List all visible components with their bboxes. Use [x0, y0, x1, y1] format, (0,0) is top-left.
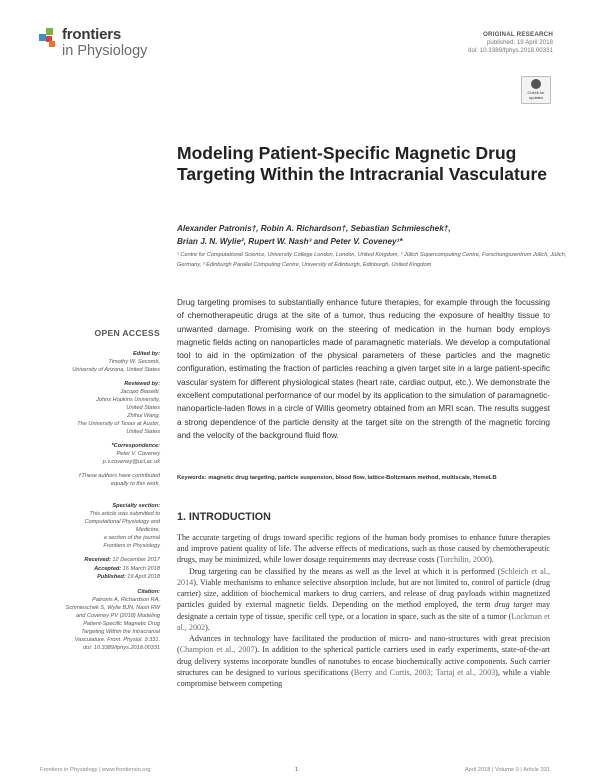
keywords-label: Keywords:: [177, 475, 207, 481]
article-sidebar: [40, 350, 160, 658]
reviewer-name: Jacopo Biasetti,: [120, 389, 160, 395]
logo-journal: in Physiology: [62, 43, 148, 59]
text-run: ).: [205, 622, 210, 632]
equal-note-line: †These authors have contributed: [78, 473, 160, 479]
published-value: 19 April 2018: [127, 574, 160, 581]
doi-link[interactable]: doi: 10.3389/fphys.2018.00331: [468, 47, 553, 54]
published-date: published: 19 April 2018: [486, 39, 553, 46]
reviewer-affil: United States: [126, 405, 160, 411]
corr-name: Peter V. Coveney: [116, 451, 160, 457]
reviewer-affil: The University of Texas at Austin,: [77, 421, 160, 427]
authors-line: Brian J. N. Wylie², Rupert W. Nash³ and Peter V. Coveney¹*: [177, 237, 403, 246]
section-heading: 1. INTRODUCTION: [177, 511, 271, 523]
citation-line: Vasculature. Front. Physiol. 9:331.: [74, 636, 160, 643]
edited-by: [40, 350, 160, 374]
correspondence-label: *Correspondence:: [111, 443, 160, 449]
reviewed-by-label: Reviewed by:: [124, 381, 160, 387]
keywords: [177, 474, 550, 484]
citation-line: Patronis A, Richardson RA,: [92, 596, 160, 603]
editor-affil: University of Arizona, United States: [72, 367, 160, 373]
page-number: 1: [295, 767, 299, 773]
journal-logo: [38, 26, 168, 70]
affiliations: ¹ Centre for Computational Science, University College London, London, United Kingdom, ² Jülich Supercomputing Centre, Forschungszentrum Jülich, Jülich, Germany, ³ Edinburgh Parallel Computing Centre, University of Edinburgh, Edinburgh, United Kingdom: [177, 252, 567, 268]
paragraph: [177, 566, 550, 633]
citation-line: Schmieschek S, Wylie BJN, Nash RW: [65, 604, 160, 611]
published-date-sidebar: [40, 573, 160, 582]
reviewed-by: [40, 380, 160, 436]
specialty-line: Medicine,: [136, 527, 160, 533]
citation-link[interactable]: Berry and Curtis, 2003; Tartaj et al., 2003: [353, 667, 496, 677]
citation-line: and Coveney PV (2018) Modeling: [76, 612, 160, 619]
citation-line: Patient-Specific Magnetic Drug: [83, 620, 160, 627]
text-run: ). Viable mechanisms to enhance selective absorption include, but are not limited to, control of particle (drug carrier) size, addition of biochemical markers to drug carriers, and release of drug payloads within magnetized particles guided by external magnetic fields. Depending on the method employed, the term: [177, 578, 550, 610]
author-list: [177, 222, 567, 248]
text-run: ).: [489, 555, 494, 565]
article-type: ORIGINAL RESEARCH: [483, 31, 553, 38]
received-value: 12 December 2017: [112, 557, 160, 563]
received-date: [40, 556, 160, 565]
specialty-line: Computational Physiology and: [84, 519, 160, 525]
check-updates-icon: [531, 79, 541, 89]
reviewer-affil: United States: [126, 429, 160, 435]
text-run: The accurate targeting of drugs toward specific regions of the human body promises to enhance future therapies and improve patient quality of life. The adverse effects of medications, such as those caused by chemotherapeutic drugs, may be minimized, while lower dosage requirements may decrease costs (: [177, 533, 550, 565]
citation: [40, 588, 160, 652]
body-text: [177, 532, 550, 689]
reviewer-name: Zhihui Wang,: [127, 413, 160, 419]
paragraph: [177, 532, 550, 566]
accepted-date: [40, 565, 160, 574]
specialty-line: Frontiers in Physiology: [103, 543, 160, 549]
article-dates: [40, 556, 160, 582]
abstract: Drug targeting promises to substantially enhance future therapies, for example through the focussing of chemotherapeutic drugs at the site of a tumor, thus reducing the exposure of healthy tissue to unwanted damage. Promising work on the steering of medication in the human body employs magnetic fields acting on nanoparticles made of paramagnetic materials. We develop a computational tool to aid in the optimization of the physical parameters of these particles and the magnetic configuration, estimating the fraction of particles reaching a given target site in a large patient-specific vascular system for different physiological states (heart rate, cardiac output, etc.). We demonstrate the excellent computational performance of our model by its application to the simulation of paramagnetic-nanoparticle-laden flows in a circle of Willis geometry obtained from an MRI scan. The results suggest a strong dependence of the particle density at the target site on the strength of the magnetic forcing and the velocity of the background fluid flow.: [177, 298, 550, 440]
accepted-label: Accepted:: [94, 565, 122, 572]
paragraph: [177, 633, 550, 689]
citation-link[interactable]: Lockman et al., 2002: [177, 611, 550, 632]
frontiers-logo-icon: [38, 28, 58, 48]
logo-brand: frontiers: [62, 26, 122, 43]
reviewer-affil: Johns Hopkins University,: [96, 397, 160, 403]
citation-link[interactable]: Torchilin, 2000: [439, 555, 490, 565]
footer-journal-link[interactable]: Frontiers in Physiology | www.frontiersin.org: [40, 767, 151, 773]
received-label: Received:: [84, 557, 111, 563]
citation-label: Citation:: [137, 588, 160, 595]
text-run: Advances in technology have facilitated the production of micro- and nano-structures with great precision (: [177, 634, 550, 655]
check-for-updates-button[interactable]: [521, 76, 551, 104]
footer-issue: April 2018 | Volume 9 | Article 331: [464, 767, 550, 773]
specialty-label: Specialty section:: [112, 503, 160, 509]
keywords-text: magnetic drug targeting, particle suspension, blood flow, lattice-Boltzmann method, multiscale, HemeLB: [208, 475, 497, 481]
article-header: [468, 31, 553, 55]
text-run: may designate a certain type of tissue, specific cell type, or a location in space, such as the site of a tumor (: [177, 600, 550, 621]
page-footer: [40, 767, 550, 777]
text-run: Drug targeting can be classified by the means as well as the level at which it is performed (: [189, 566, 501, 576]
corr-email-link[interactable]: p.v.coveney@ucl.ac.uk: [102, 459, 160, 465]
specialty-line: a section of the journal: [103, 535, 160, 541]
emphasis: drug target: [494, 600, 533, 610]
authors-line: Alexander Patronis†, Robin A. Richardson†, Sebastian Schmieschek†,: [177, 224, 451, 233]
accepted-value: 16 March 2018: [122, 565, 160, 572]
equal-contribution-note: [40, 472, 160, 488]
check-updates-label: Check for updates: [527, 90, 545, 100]
citation-line: Targeting Within the Intracranial: [81, 628, 160, 635]
citation-link[interactable]: Champion et al., 2007: [179, 645, 255, 655]
citation-link[interactable]: Schleich et al., 2014: [177, 566, 550, 587]
text-run: ), while a viable compromise between competing: [177, 667, 550, 689]
citation-doi-link[interactable]: doi: 10.3389/fphys.2018.00331: [83, 644, 160, 651]
editor-name: Timothy W. Secomb,: [108, 359, 160, 365]
correspondence: [40, 442, 160, 466]
equal-note-line: equally to this work.: [110, 481, 160, 487]
open-access-label: OPEN ACCESS: [94, 328, 160, 338]
edited-by-label: Edited by:: [132, 351, 160, 357]
specialty-line: This article was submitted to: [89, 511, 160, 517]
specialty-section: [40, 502, 160, 550]
published-label: Published:: [97, 574, 126, 581]
article-title: Modeling Patient-Specific Magnetic Drug Targeting Within the Intracranial Vasculature: [177, 143, 548, 184]
text-run: ). In addition to the spherical particle carriers used in early experiments, state-of-the-art drug delivery systems incorporate bundles of nanotubes to encase biochemically active components. Such carrier structures can be designed to various specifications (: [177, 645, 550, 677]
